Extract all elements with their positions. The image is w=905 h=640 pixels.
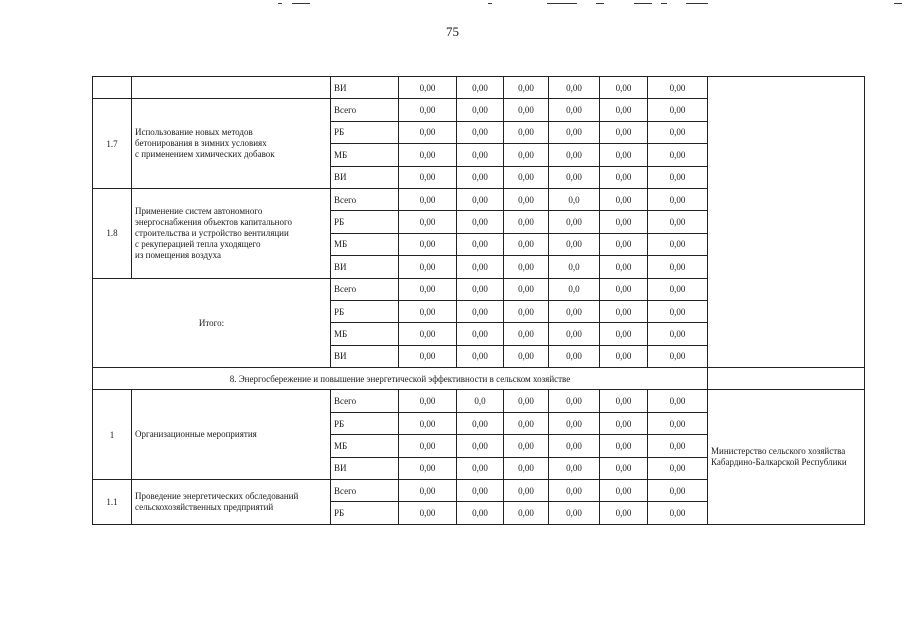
measure-name	[132, 99, 331, 189]
table-row	[93, 390, 865, 412]
measure-name-line: строительства и устройство вентиляции	[135, 227, 289, 238]
section-executor-blank	[708, 368, 865, 390]
amount-cell: 0,00	[457, 480, 504, 502]
amount-cell: 0,00	[648, 77, 708, 99]
measure-name-line: из помещения воздуха	[135, 249, 221, 260]
amount-cell: 0,00	[600, 256, 648, 278]
amount-cell: 0,00	[504, 256, 549, 278]
amount-cell: 0,00	[399, 435, 457, 457]
amount-cell: 0,00	[549, 435, 600, 457]
page-number: 75	[446, 24, 459, 39]
funding-source: РБ	[331, 211, 399, 233]
amount-cell: 0,00	[457, 300, 504, 322]
amount-cell: 0,00	[399, 323, 457, 345]
funding-source: ВИ	[331, 166, 399, 188]
funding-source: МБ	[331, 323, 399, 345]
amount-cell: 0,00	[457, 323, 504, 345]
amount-cell: 0,00	[457, 188, 504, 210]
funding-source: Всего	[331, 278, 399, 300]
amount-cell: 0,00	[648, 345, 708, 367]
executor-line: Кабардино-Балкарской Республики	[711, 457, 847, 468]
energy-program-table	[92, 76, 865, 525]
amount-cell: 0,00	[549, 345, 600, 367]
amount-cell: 0,00	[457, 233, 504, 255]
amount-cell: 0,0	[549, 188, 600, 210]
amount-cell: 0,00	[457, 502, 504, 524]
executor-cell	[708, 77, 865, 368]
amount-cell: 0,00	[648, 457, 708, 479]
amount-cell: 0,00	[399, 77, 457, 99]
amount-cell: 0,00	[399, 144, 457, 166]
amount-cell: 0,00	[457, 345, 504, 367]
amount-cell: 0,00	[648, 233, 708, 255]
table-row	[93, 77, 865, 99]
amount-cell: 0,00	[600, 77, 648, 99]
measure-name-line: бетонирования в зимних условиях	[135, 138, 267, 149]
amount-cell: 0,00	[399, 412, 457, 434]
amount-cell: 0,00	[504, 502, 549, 524]
measure-number: 1	[93, 390, 132, 480]
amount-cell: 0,00	[600, 99, 648, 121]
amount-cell: 0,00	[399, 457, 457, 479]
amount-cell: 0,00	[457, 278, 504, 300]
amount-cell: 0,00	[457, 211, 504, 233]
measure-name-line: Проведение энергетических обследований	[135, 490, 299, 501]
scan-artifacts	[0, 0, 905, 8]
amount-cell: 0,00	[648, 300, 708, 322]
measure-name-line: с применением химических добавок	[135, 149, 275, 160]
amount-cell: 0,00	[399, 345, 457, 367]
amount-cell: 0,00	[504, 233, 549, 255]
amount-cell: 0,00	[399, 233, 457, 255]
amount-cell: 0,00	[648, 99, 708, 121]
amount-cell: 0,00	[648, 278, 708, 300]
amount-cell: 0,00	[600, 502, 648, 524]
amount-cell: 0,00	[399, 390, 457, 412]
section-title: 8. Энергосбережение и повышение энергетической эффективности в сельском хозяйстве	[93, 368, 708, 390]
amount-cell: 0,00	[600, 345, 648, 367]
measure-name	[132, 480, 331, 525]
amount-cell: 0,00	[600, 300, 648, 322]
amount-cell: 0,00	[549, 77, 600, 99]
amount-cell: 0,00	[399, 211, 457, 233]
amount-cell: 0,00	[457, 99, 504, 121]
amount-cell: 0,00	[399, 502, 457, 524]
amount-cell: 0,00	[549, 502, 600, 524]
amount-cell: 0,00	[504, 188, 549, 210]
amount-cell: 0,00	[648, 211, 708, 233]
amount-cell: 0,00	[504, 121, 549, 143]
amount-cell: 0,00	[504, 166, 549, 188]
amount-cell: 0,00	[648, 144, 708, 166]
funding-source: Всего	[331, 99, 399, 121]
measure-number	[93, 77, 132, 99]
funding-source: РБ	[331, 300, 399, 322]
amount-cell: 0,00	[504, 390, 549, 412]
amount-cell: 0,00	[600, 121, 648, 143]
amount-cell: 0,00	[549, 457, 600, 479]
funding-source: Всего	[331, 188, 399, 210]
amount-cell: 0,00	[549, 480, 600, 502]
funding-source: ВИ	[331, 77, 399, 99]
amount-cell: 0,00	[504, 323, 549, 345]
amount-cell: 0,00	[504, 435, 549, 457]
amount-cell: 0,00	[549, 99, 600, 121]
funding-source: Всего	[331, 480, 399, 502]
amount-cell: 0,00	[399, 278, 457, 300]
amount-cell: 0,00	[549, 121, 600, 143]
amount-cell: 0,00	[549, 144, 600, 166]
total-label: Итого:	[93, 278, 331, 368]
amount-cell: 0,00	[648, 166, 708, 188]
amount-cell: 0,00	[399, 99, 457, 121]
measure-name-line: с рекуперацией тепла уходящего	[135, 238, 261, 249]
amount-cell: 0,00	[600, 412, 648, 434]
funding-source: РБ	[331, 502, 399, 524]
amount-cell: 0,00	[549, 412, 600, 434]
amount-cell: 0,00	[399, 188, 457, 210]
amount-cell: 0,00	[399, 480, 457, 502]
measure-number: 1.1	[93, 480, 132, 525]
amount-cell: 0,00	[504, 480, 549, 502]
amount-cell: 0,00	[648, 256, 708, 278]
amount-cell: 0,00	[504, 300, 549, 322]
amount-cell: 0,00	[648, 390, 708, 412]
section-row	[93, 368, 865, 390]
amount-cell: 0,00	[457, 121, 504, 143]
amount-cell: 0,00	[399, 121, 457, 143]
amount-cell: 0,0	[457, 390, 504, 412]
measure-name	[132, 390, 331, 480]
amount-cell: 0,00	[457, 256, 504, 278]
amount-cell: 0,00	[648, 412, 708, 434]
amount-cell: 0,00	[504, 412, 549, 434]
amount-cell: 0,00	[399, 256, 457, 278]
amount-cell: 0,00	[399, 166, 457, 188]
amount-cell: 0,00	[504, 99, 549, 121]
measure-name-line: Использование новых методов	[135, 127, 253, 138]
amount-cell: 0,00	[457, 412, 504, 434]
amount-cell: 0,00	[600, 166, 648, 188]
amount-cell: 0,00	[600, 211, 648, 233]
amount-cell: 0,00	[648, 502, 708, 524]
amount-cell: 0,00	[504, 278, 549, 300]
funding-source: МБ	[331, 144, 399, 166]
amount-cell: 0,00	[600, 323, 648, 345]
measure-name-line: Организационные мероприятия	[135, 429, 257, 440]
amount-cell: 0,00	[549, 166, 600, 188]
funding-source: МБ	[331, 435, 399, 457]
measure-name	[132, 188, 331, 278]
amount-cell: 0,00	[504, 345, 549, 367]
measure-number: 1.8	[93, 188, 132, 278]
funding-source: ВИ	[331, 256, 399, 278]
amount-cell: 0,00	[457, 457, 504, 479]
amount-cell: 0,0	[549, 256, 600, 278]
amount-cell: 0,00	[600, 435, 648, 457]
amount-cell: 0,00	[549, 323, 600, 345]
amount-cell: 0,00	[600, 233, 648, 255]
amount-cell: 0,00	[600, 278, 648, 300]
amount-cell: 0,00	[504, 457, 549, 479]
amount-cell: 0,00	[600, 390, 648, 412]
amount-cell: 0,00	[549, 211, 600, 233]
funding-source: РБ	[331, 412, 399, 434]
amount-cell: 0,00	[600, 457, 648, 479]
amount-cell: 0,00	[504, 211, 549, 233]
amount-cell: 0,00	[549, 233, 600, 255]
amount-cell: 0,00	[648, 121, 708, 143]
amount-cell: 0,00	[457, 77, 504, 99]
amount-cell: 0,00	[600, 480, 648, 502]
measure-name-line: сельскохозяйственных предприятий	[135, 501, 274, 512]
measure-name-line: энергоснабжения объектов капитального	[135, 216, 292, 227]
amount-cell: 0,00	[457, 166, 504, 188]
amount-cell: 0,00	[457, 144, 504, 166]
amount-cell: 0,00	[549, 300, 600, 322]
funding-source: РБ	[331, 121, 399, 143]
amount-cell: 0,00	[399, 300, 457, 322]
amount-cell: 0,00	[648, 435, 708, 457]
executor-cell	[708, 390, 865, 524]
amount-cell: 0,00	[457, 435, 504, 457]
amount-cell: 0,00	[648, 188, 708, 210]
amount-cell: 0,00	[600, 144, 648, 166]
amount-cell: 0,00	[549, 390, 600, 412]
funding-source: МБ	[331, 233, 399, 255]
measure-number: 1.7	[93, 99, 132, 189]
amount-cell: 0,00	[648, 323, 708, 345]
amount-cell: 0,00	[648, 480, 708, 502]
amount-cell: 0,00	[504, 144, 549, 166]
measure-name-line: Применение систем автономного	[135, 205, 263, 216]
funding-source: ВИ	[331, 345, 399, 367]
funding-source: ВИ	[331, 457, 399, 479]
amount-cell: 0,00	[504, 77, 549, 99]
amount-cell: 0,0	[549, 278, 600, 300]
amount-cell: 0,00	[600, 188, 648, 210]
funding-source: Всего	[331, 390, 399, 412]
executor-line: Министерство сельского хозяйства	[711, 446, 846, 457]
measure-name	[132, 77, 331, 99]
